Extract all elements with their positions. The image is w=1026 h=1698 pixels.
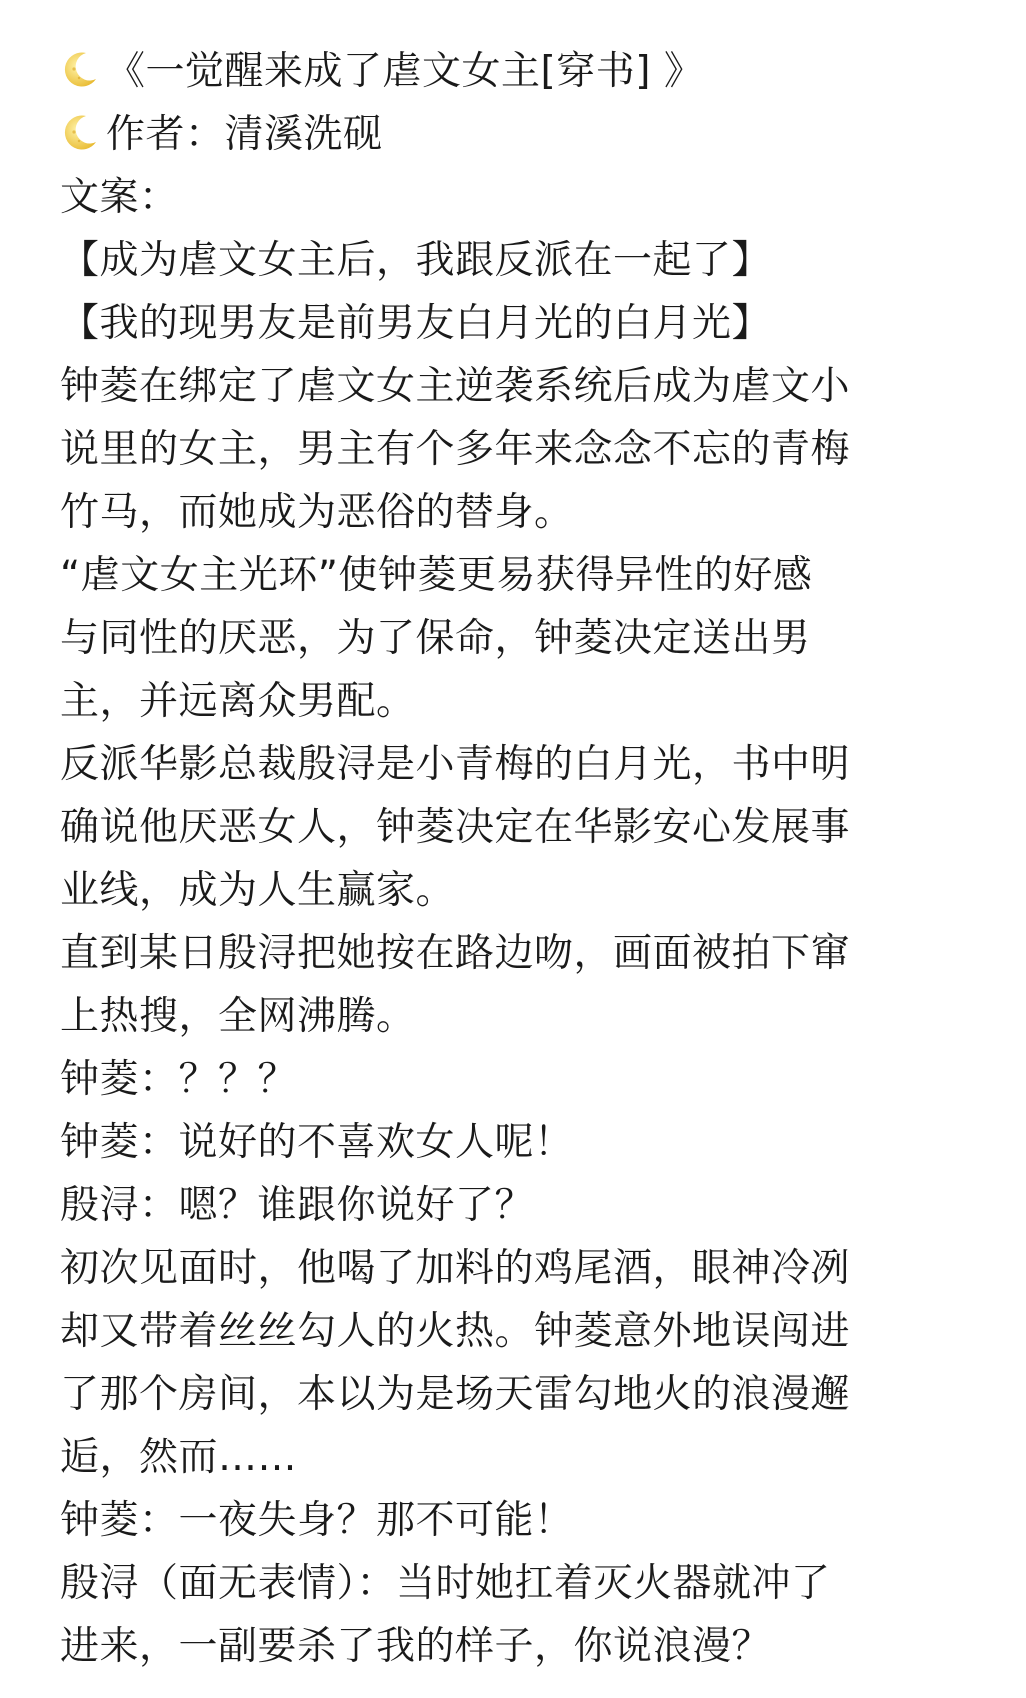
synopsis-label: 文案： [60, 175, 179, 220]
crescent-moon-icon [60, 49, 100, 89]
synopsis-line: 与同性的厌恶，为了保命，钟菱决定送出男 [60, 616, 811, 661]
synopsis-line: 钟菱：说好的不喜欢女人呢！ [60, 1120, 574, 1165]
synopsis-line: 殷浔：嗯？谁跟你说好了？ [60, 1183, 535, 1228]
synopsis-line: 钟菱：一夜失身？那不可能！ [60, 1498, 574, 1543]
synopsis-line: 反派华影总裁殷浔是小青梅的白月光，书中明 [60, 742, 851, 787]
synopsis-line: 业线，成为人生赢家。 [60, 868, 456, 913]
synopsis-line: 【成为虐文女主后，我跟反派在一起了】 [60, 238, 772, 283]
book-title: 《一觉醒来成了虐文女主[穿书] 》 [106, 49, 704, 94]
synopsis-line: 竹马，而她成为恶俗的替身。 [60, 490, 574, 535]
synopsis-line: 确说他厌恶女人，钟菱决定在华影安心发展事 [60, 805, 851, 850]
synopsis-line: 【我的现男友是前男友白月光的白月光】 [60, 301, 772, 346]
synopsis-line: 初次见面时，他喝了加料的鸡尾酒，眼神冷冽 [60, 1246, 851, 1291]
synopsis-line: 上热搜，全网沸腾。 [60, 994, 416, 1039]
book-title-line [60, 40, 990, 103]
synopsis-line: 钟菱在绑定了虐文女主逆袭系统后成为虐文小 [60, 364, 851, 409]
synopsis-line: 进来，一副要杀了我的样子，你说浪漫？ [60, 1624, 772, 1669]
synopsis-line: 钟菱：？？？ [60, 1057, 298, 1102]
synopsis-line: 却又带着丝丝勾人的火热。钟菱意外地误闯进 [60, 1309, 851, 1354]
synopsis-line: 殷浔（面无表情）：当时她扛着灭火器就冲了 [60, 1561, 831, 1606]
synopsis-line: 了那个房间，本以为是场天雷勾地火的浪漫邂 [60, 1372, 851, 1417]
synopsis-line: 逅，然而…… [60, 1435, 298, 1480]
crescent-moon-icon [60, 112, 100, 152]
author: 作者：清溪洗砚 [106, 112, 383, 157]
synopsis-line: 说里的女主，男主有个多年来念念不忘的青梅 [60, 427, 851, 472]
synopsis-line: “虐文女主光环”使钟菱更易获得异性的好感 [60, 553, 813, 598]
book-intro [60, 40, 990, 1678]
synopsis-line: 直到某日殷浔把她按在路边吻，画面被拍下窜 [60, 931, 851, 976]
synopsis-line: 主，并远离众男配。 [60, 679, 416, 724]
author-line [60, 103, 990, 166]
